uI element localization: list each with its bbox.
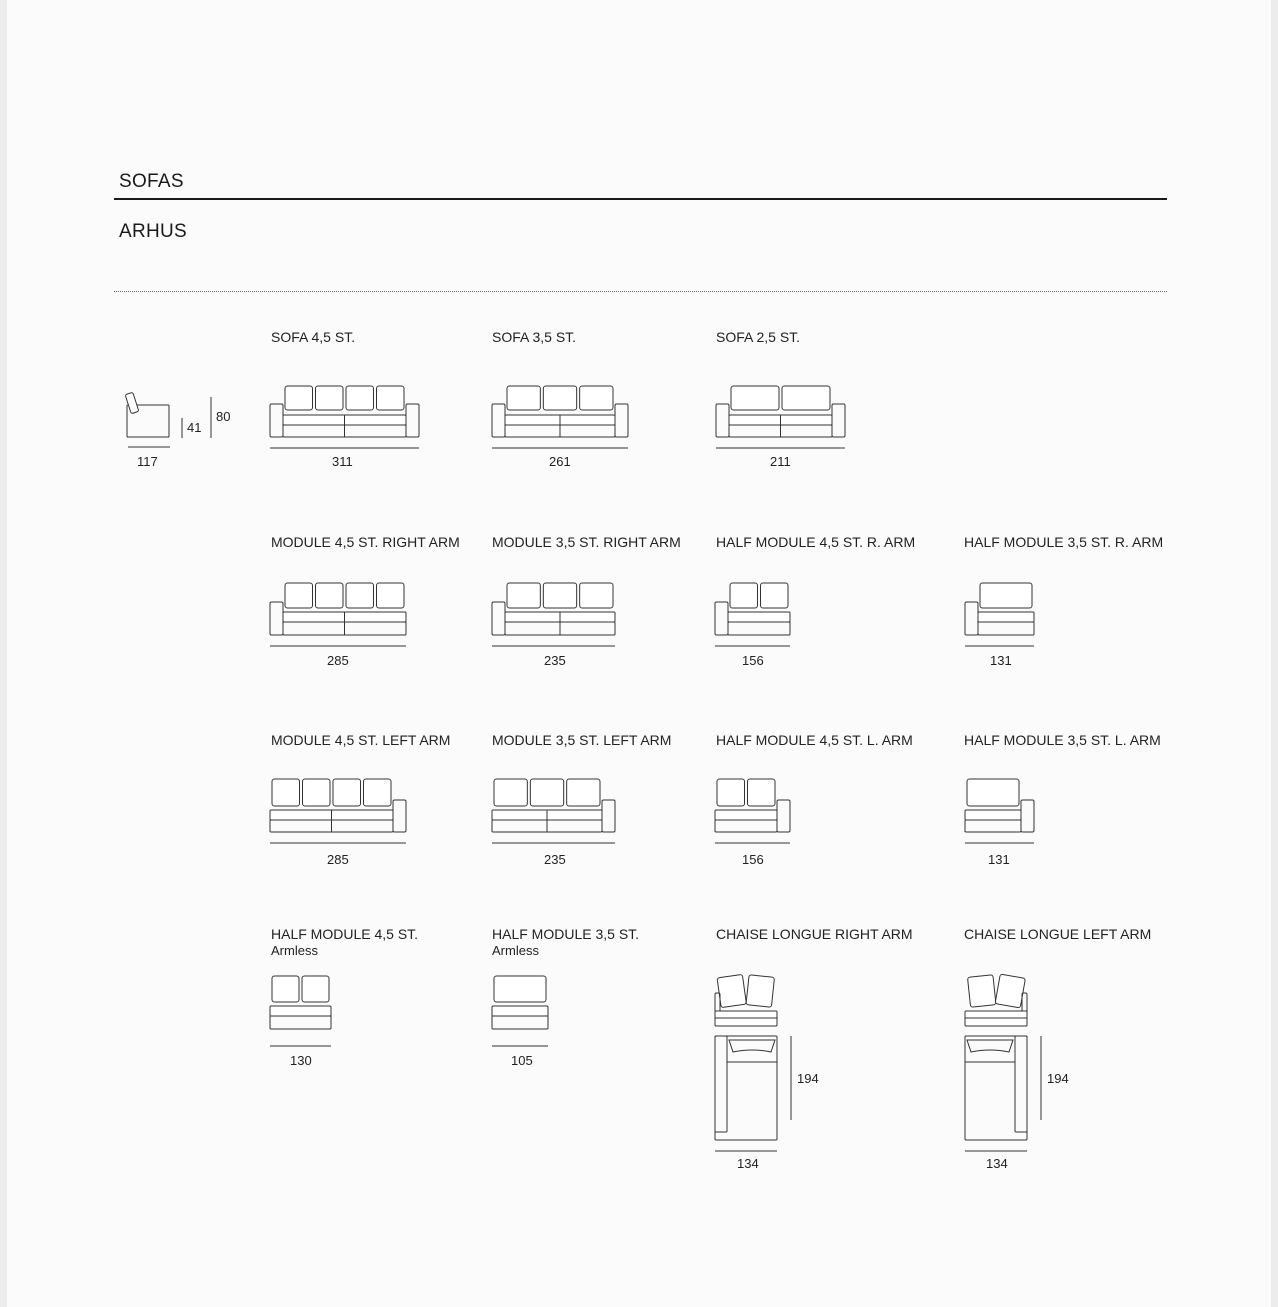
seat-base [978, 622, 1034, 635]
back-cushion [530, 779, 563, 806]
back-cushion [494, 976, 546, 1002]
armrest [270, 404, 283, 437]
back-cushion [761, 583, 789, 608]
seat-base [728, 622, 790, 635]
product-length: 194 [797, 1071, 819, 1086]
armrest [716, 404, 729, 437]
product-width: 211 [770, 454, 791, 469]
back-cushion [302, 976, 329, 1002]
seat-cushion [978, 612, 1034, 622]
product-width: 311 [332, 454, 353, 469]
product-name: SOFA 3,5 ST. [492, 329, 577, 345]
armrest [615, 404, 628, 437]
seat-base [715, 820, 777, 832]
back-cushion [377, 583, 405, 608]
product-width: 285 [327, 653, 349, 668]
seat-cushion [715, 810, 777, 820]
side-view-depth: 117 [137, 454, 158, 469]
product-width: 131 [990, 653, 1012, 668]
product-subtitle: Armless [271, 943, 318, 958]
product-name: HALF MODULE 4,5 ST. L. ARM [716, 732, 913, 748]
product-width: 235 [544, 852, 566, 867]
product-width: 156 [742, 653, 764, 668]
category-title: SOFAS [119, 171, 184, 192]
product-name: MODULE 3,5 ST. RIGHT ARM [492, 534, 681, 550]
back-cushion [995, 974, 1025, 1008]
armrest [777, 800, 790, 832]
product-length: 194 [1047, 1071, 1069, 1086]
product-width: 130 [290, 1053, 312, 1068]
back-cushion [316, 583, 344, 608]
armrest [715, 602, 728, 635]
product-width: 261 [549, 454, 571, 469]
back-cushion [377, 386, 405, 410]
collection-title: ARHUS [119, 221, 188, 242]
seat-base [492, 1016, 548, 1029]
armrest [1021, 800, 1034, 832]
seat-base [270, 1016, 331, 1029]
seat-cushion [728, 612, 790, 622]
product-name: CHAISE LONGUE RIGHT ARM [716, 926, 913, 942]
armrest [492, 404, 505, 437]
back-cushion [967, 779, 1019, 806]
back-cushion [285, 583, 313, 608]
back-cushion [968, 975, 996, 1008]
back-cushion [731, 386, 779, 410]
back-cushion [364, 779, 392, 806]
side-view-height: 80 [216, 409, 231, 424]
side-view-seat-height: 41 [187, 420, 202, 435]
product-width: 134 [986, 1156, 1008, 1171]
armrest [270, 602, 283, 635]
back-cushion [346, 583, 374, 608]
product-name: MODULE 3,5 ST. LEFT ARM [492, 732, 672, 748]
product-width: 285 [327, 852, 349, 867]
seat-cushion [965, 810, 1021, 820]
back-cushion [543, 386, 576, 410]
back-cushion [346, 386, 374, 410]
product-name: MODULE 4,5 ST. RIGHT ARM [271, 534, 460, 550]
product-width: 156 [742, 852, 764, 867]
back-cushion [333, 779, 361, 806]
armrest [393, 800, 406, 832]
armrest [492, 602, 505, 635]
product-width: 131 [988, 852, 1010, 867]
back-cushion [507, 583, 540, 608]
back-cushion [748, 779, 776, 806]
product-name: HALF MODULE 4,5 ST. [271, 926, 419, 942]
back-cushion [494, 779, 527, 806]
back-cushion [580, 386, 613, 410]
back-cushion [507, 386, 540, 410]
back-cushion [580, 583, 613, 608]
back-cushion [272, 779, 300, 806]
back-cushion [543, 583, 576, 608]
back-cushion [285, 386, 313, 410]
back-cushion [782, 386, 830, 410]
seat-cushion [492, 1006, 548, 1016]
seat-cushion [270, 1006, 331, 1016]
back-cushion [730, 583, 758, 608]
product-name: HALF MODULE 4,5 ST. R. ARM [716, 534, 916, 550]
product-name: HALF MODULE 3,5 ST. R. ARM [964, 534, 1164, 550]
product-name: SOFA 4,5 ST. [271, 329, 356, 345]
product-subtitle: Armless [492, 943, 539, 958]
back-cushion [303, 779, 331, 806]
back-cushion [746, 975, 774, 1008]
back-cushion [717, 974, 746, 1007]
product-width: 105 [511, 1053, 533, 1068]
back-cushion [316, 386, 344, 410]
product-name: SOFA 2,5 ST. [716, 329, 801, 345]
product-name: MODULE 4,5 ST. LEFT ARM [271, 732, 451, 748]
chaise-arm-plan [1015, 1036, 1027, 1132]
back-cushion [567, 779, 600, 806]
armrest [832, 404, 845, 437]
armrest [965, 602, 978, 635]
armrest [406, 404, 419, 437]
product-width: 134 [737, 1156, 759, 1171]
chaise-back-plan [967, 1040, 1013, 1052]
chaise-back-plan [729, 1040, 775, 1052]
product-name: HALF MODULE 3,5 ST. L. ARM [964, 732, 1161, 748]
product-name: HALF MODULE 3,5 ST. [492, 926, 640, 942]
back-cushion [717, 779, 745, 806]
back-cushion [980, 583, 1032, 608]
product-width: 235 [544, 653, 566, 668]
back-cushion [272, 976, 299, 1002]
armrest [602, 800, 615, 832]
product-name: CHAISE LONGUE LEFT ARM [964, 926, 1152, 942]
chaise-arm-plan [715, 1036, 727, 1132]
seat-base [965, 820, 1021, 832]
